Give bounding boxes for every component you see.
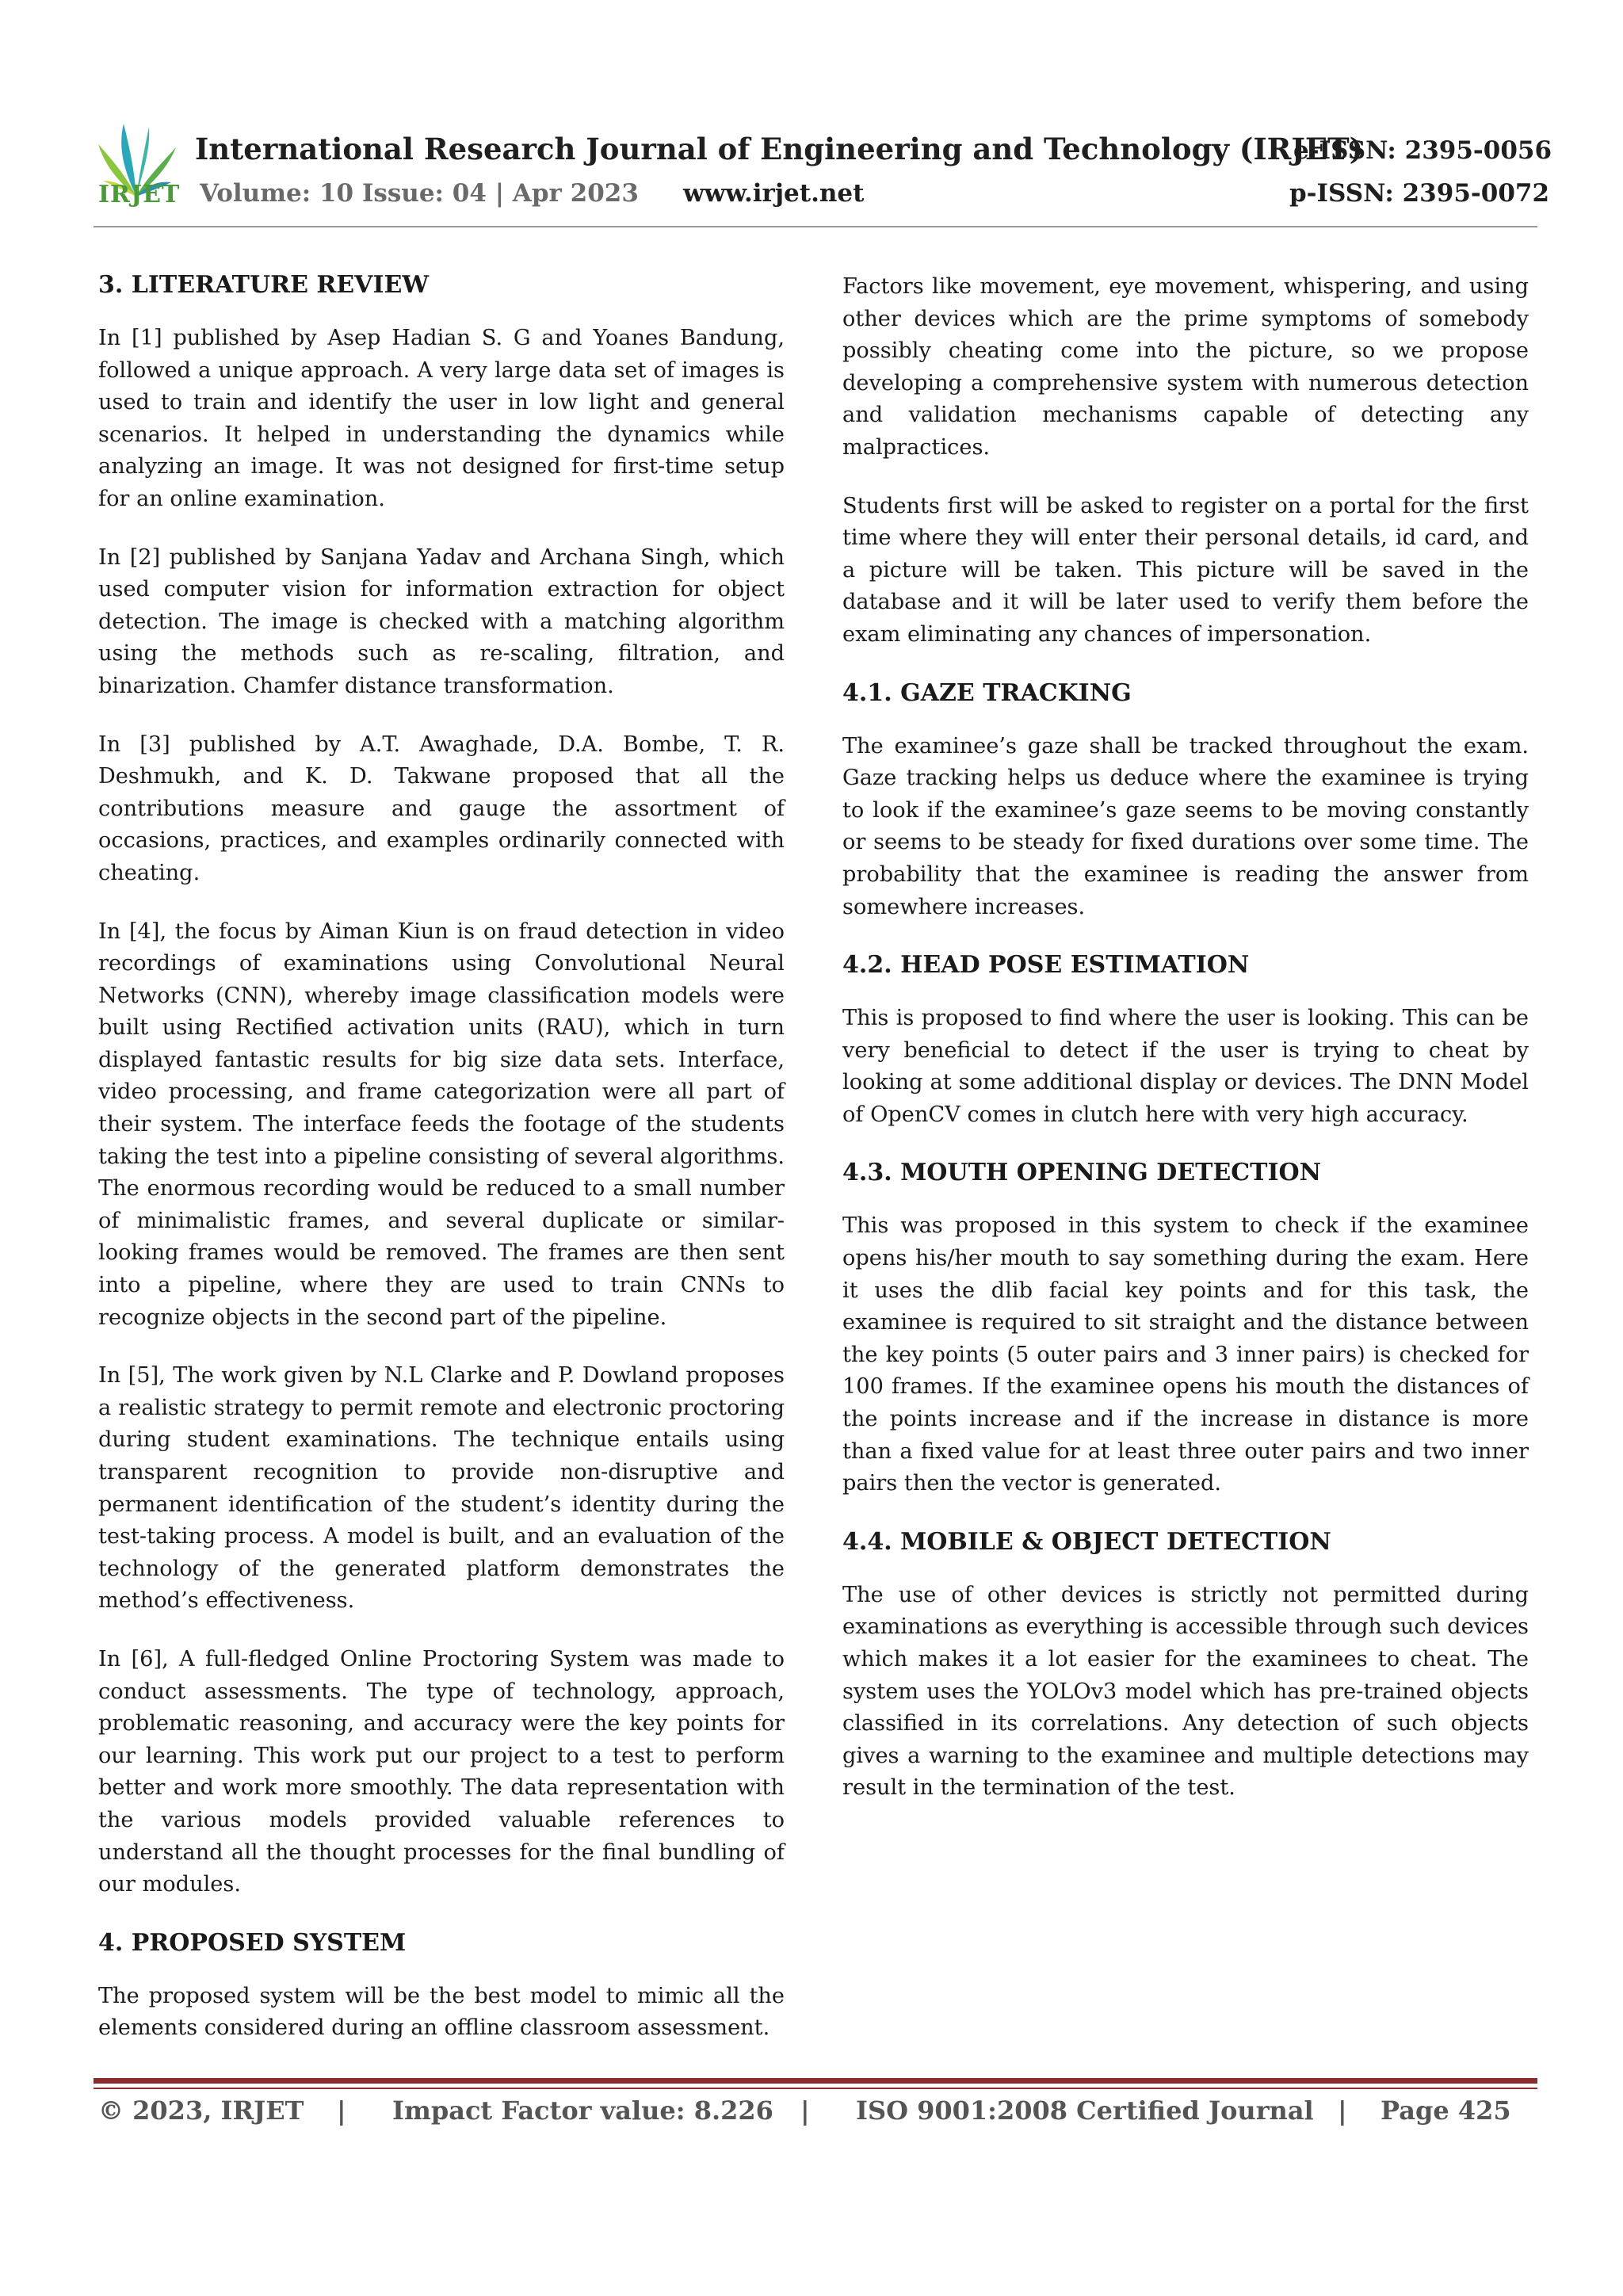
section-heading-gaze-tracking: 4.1. GAZE TRACKING [842,678,1132,707]
paragraph: In [2] published by Sanjana Yadav and Archana Singh, which used computer vision for information extraction for object detection. The image is checked with a matching algorithm using the methods such as re-scaling, filtration, and binarization. Chamfer distance transformation. [98,544,785,698]
paragraph: In [4], the focus by Aiman Kiun is on fraud detection in video recordings of examinations using Convolutional Neural Networks (CNN), whereby image classification models were built using Rectified activation units (RAU), which in turn displayed fantastic results for big size data sets. Interface, video processing, and frame categorization were all part of their system. The interface feeds the footage of the students taking the test into a pipeline consisting of several algorithms. The enormous recording would be reduced to a small number of minimalistic frames, and several duplicate or similar-looking frames would be removed. The frames are then sent into a pipeline, where they are used to train CNNs to recognize objects in the second part of the pipeline. [98,919,785,1330]
eissn: e-ISSN: 2395-0056 [1293,136,1552,165]
paragraph: The proposed system will be the best model to mimic all the elements considered during an offline classroom assessment. [98,1983,785,2041]
journal-title: International Research Journal of Engineering and Technology (IRJET) [195,132,1364,166]
footer-impact-factor: Impact Factor value: 8.226 [392,2095,773,2126]
section-heading-mobile-object: 4.4. MOBILE & OBJECT DETECTION [842,1527,1331,1556]
footer-separator: | [337,2095,346,2126]
left-column [98,269,785,2071]
footer-separator: | [1338,2095,1347,2126]
section-heading-proposed-system: 4. PROPOSED SYSTEM [98,1928,407,1957]
journal-website-link[interactable]: www.irjet.net [683,179,865,208]
paragraph: This was proposed in this system to check if the examinee opens his/her mouth to say something during the exam. Here it uses the dlib facial key points and for this task, the examinee is required to sit straight and the distance between the key points (5 outer pairs and 3 inner pairs) is checked for 100 frames. If the examinee opens his mouth the distances of the points increase and if the increase in distance is more than a fixed value for at least three outer pairs and two inner pairs then the vector is generated. [842,1213,1529,1496]
right-column [842,271,1529,1831]
logo-wordmark: IRJET [98,181,181,208]
footer-divider-thin [94,2088,1537,2089]
footer-separator: | [800,2095,810,2126]
page-footer [0,2095,1623,2135]
section-heading-literature-review: 3. LITERATURE REVIEW [98,271,430,299]
pissn: p-ISSN: 2395-0072 [1289,179,1550,208]
paragraph: The use of other devices is strictly not permitted during examinations as everything is accessible through such devices which makes it a lot easier for the examinees to cheat. The system uses the YOLOv3 model which has pre-trained objects classified in its correlations. Any detection of such objects gives a warning to the examinee and multiple detections may result in the termination of the test. [842,1582,1529,1801]
footer-page-number: Page 425 [1381,2095,1511,2126]
footer-iso: ISO 9001:2008 Certified Journal [856,2095,1314,2126]
volume-issue: Volume: 10 Issue: 04 | Apr 2023 [200,179,639,208]
paragraph: In [1] published by Asep Hadian S. G and Yoanes Bandung, followed a unique approach. A very large data set of images is used to train and identify the user in low light and general scenarios. It helped in understanding the dynamics while analyzing an image. It was not designed for first-time setup for an online examination. [98,326,785,511]
footer-copyright: © 2023, IRJET [98,2095,304,2126]
paragraph: In [5], The work given by N.L Clarke and P. Dowland proposes a realistic strategy to permit remote and electronic proctoring during student examinations. The technique entails using transparent recognition to provide non-disruptive and permanent identification of the student’s identity during the test-taking process. A model is built, and an evaluation of the technology of the generated platform demonstrates the method’s effectiveness. [98,1363,785,1614]
paragraph: In [6], A full-fledged Online Proctoring System was made to conduct assessments. The type of technology, approach, problematic reasoning, and accuracy were the key points for our learning. This work put our project to a test to perform better and work more smoothly. The data representation with the various models provided valuable references to understand all the thought processes for the final bundling of our modules. [98,1646,785,1897]
paragraph: This is proposed to find where the user is looking. This can be very beneficial to detect if the user is trying to cheat by looking at some additional display or devices. The DNN Model of OpenCV comes in clutch here with very high accuracy. [842,1006,1529,1127]
footer-divider-thick [94,2078,1537,2084]
paragraph: The examinee’s gaze shall be tracked throughout the exam. Gaze tracking helps us deduce where the examinee is trying to look if the examinee’s gaze seems to be moving constantly or seems to be steady for fixed durations over some time. The probability that the examinee is reading the answer from somewhere increases. [842,733,1529,919]
paragraph: Factors like movement, eye movement, whispering, and using other devices which are the prime symptoms of somebody possibly cheating come into the picture, so we propose developing a comprehensive system with numerous detection and validation mechanisms capable of detecting any malpractices. [842,274,1529,460]
section-heading-head-pose: 4.2. HEAD POSE ESTIMATION [842,951,1250,980]
header-divider [94,226,1537,227]
paragraph: In [3] published by A.T. Awaghade, D.A. Bombe, T. R. Deshmukh, and K. D. Takwane proposed that all the contributions measure and gauge the assortment of occasions, practices, and examples ordinarily connected with cheating. [98,732,785,885]
section-heading-mouth-opening: 4.3. MOUTH OPENING DETECTION [842,1159,1322,1187]
paragraph: Students first will be asked to register on a portal for the first time where they will enter their personal details, id card, and a picture will be taken. This picture will be saved in the database and it will be later used to verify them before the exam eliminating any chances of impersonation. [842,493,1529,647]
